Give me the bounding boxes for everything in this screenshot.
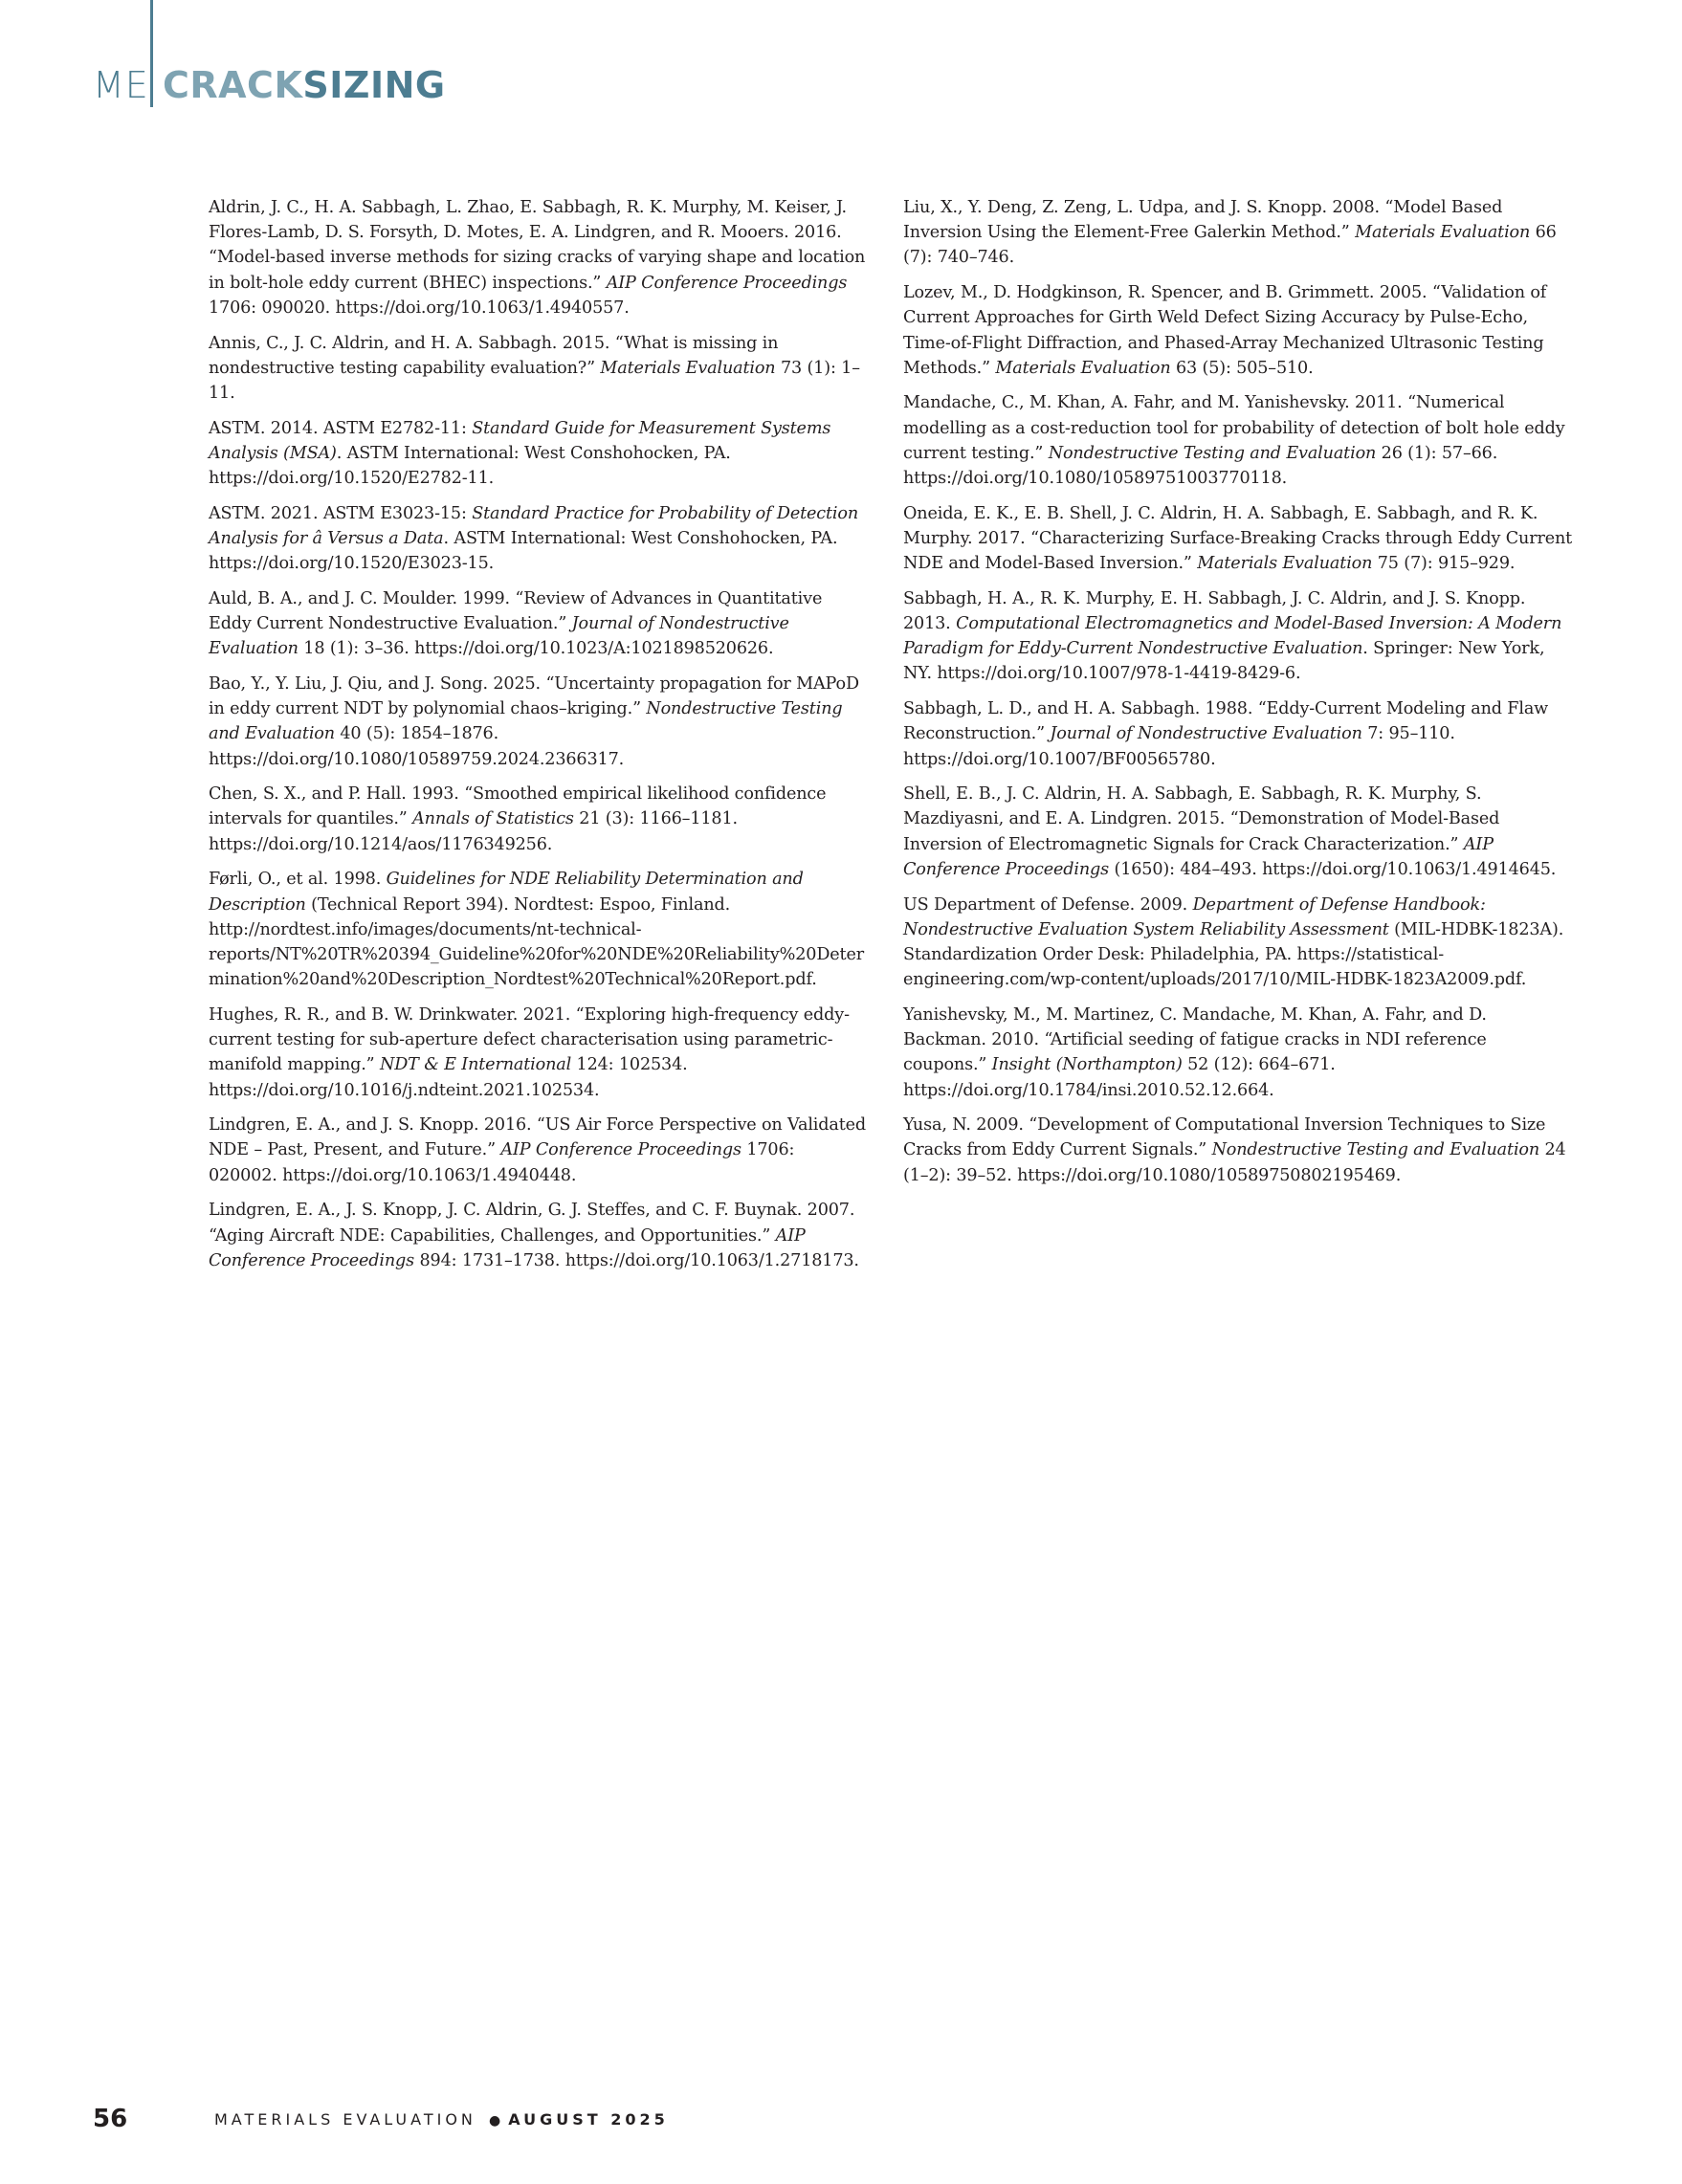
reference-entry: Yanishevsky, M., M. Martinez, C. Mandache, M. Khan, A. Fahr, and D. Backman. 2010. “Artificial seeding of fatigue cracks in NDI reference coupons.” Insight (Northampton) 52 (12): 664–671. https://doi.org/10.1784/insi.2010.52.12.664. [903,1004,1487,1100]
running-header-title [163,64,446,106]
header-section-label: ME [93,64,149,106]
reference-entry: Hughes, R. R., and B. W. Drinkwater. 2021. “Exploring high-frequency eddy-current testing for sub-aperture defect characterisation using parametric-manifold mapping.” NDT & E International 124: 102534. https://doi.org/10.1016/j.ndteint.2021.102534. [209,1004,850,1100]
reference-entry: Sabbagh, L. D., and H. A. Sabbagh. 1988. “Eddy-Current Modeling and Flaw Reconstruction.” Journal of Nondestructive Evaluation 7: 95–110. https://doi.org/10.1007/BF00565780. [903,699,1549,769]
reference-entry: US Department of Defense. 2009. Department of Defense Handbook: Nondestructive Evaluation System Reliability Assessment (MIL-HDBK-1823A). Standardization Order Desk: Philadelphia, PA. https://statistical-engineering.com/wp-content/uploads/2017/10/MIL-HDBK-1823A2009.pdf. [903,894,1564,990]
reference-entry: Mandache, C., M. Khan, A. Fahr, and M. Yanishevsky. 2011. “Numerical modelling as a cost-reduction tool for probability of detection of bolt hole eddy current testing.” Nondestructive Testing and Evaluation 26 (1): 57–66. https://doi.org/10.1080/10589751003770118. [903,393,1565,489]
reference-entry: Lindgren, E. A., J. S. Knopp, J. C. Aldrin, G. J. Steffes, and C. F. Buynak. 2007. “Aging Aircraft NDE: Capabilities, Challenges, and Opportunities.” AIP Conference Proceedings 894: 1731–1738. https://doi.org/10.1063/1.2718173. [209,1201,859,1270]
header-divider [150,0,153,107]
footer-separator-dot: ● [488,2113,505,2129]
reference-entry: Yusa, N. 2009. “Development of Computational Inversion Techniques to Size Cracks from Eddy Current Signals.” Nondestructive Testing and Evaluation 24 (1–2): 39–52. https://doi.org/10.1080/10589750802195469. [903,1115,1566,1185]
page-number: 56 [93,2105,128,2133]
reference-entry: Lindgren, E. A., and J. S. Knopp. 2016. “US Air Force Perspective on Validated NDE – Past, Present, and Future.” AIP Conference Proceedings 1706: 020002. https://doi.org/10.1063/1.4940448. [209,1115,867,1185]
references-column-left [209,195,867,1283]
issue-date: AUGUST 2025 [508,2110,669,2129]
reference-entry: Annis, C., J. C. Aldrin, and H. A. Sabbagh. 2015. “What is missing in nondestructive testing capability evaluation?” Materials Evaluation 73 (1): 1–11. [209,333,860,403]
reference-entry: Lozev, M., D. Hodgkinson, R. Spencer, and B. Grimmett. 2005. “Validation of Current Approaches for Girth Weld Defect Sizing Accuracy by Pulse-Echo, Time-of-Flight Diffraction, and Phased-Array Mechanized Ultrasonic Testing Methods.” Materials Evaluation 63 (5): 505–510. [903,283,1547,378]
reference-entry: Chen, S. X., and P. Hall. 1993. “Smoothed empirical likelihood confidence intervals for quantiles.” Annals of Statistics 21 (3): 1166–1181. https://doi.org/10.1214/aos/1176349256. [209,784,827,854]
reference-entry: Bao, Y., Y. Liu, J. Qiu, and J. Song. 2025. “Uncertainty propagation for MAPoD in eddy current NDT by polynomial chaos–kriging.” Nondestructive Testing and Evaluation 40 (5): 1854–1876. https://doi.org/10.1080/10589759.2024.2366317. [209,673,859,769]
reference-entry: Oneida, E. K., E. B. Shell, J. C. Aldrin, H. A. Sabbagh, E. Sabbagh, and R. K. Murphy. 2017. “Characterizing Surface-Breaking Cracks through Eddy Current NDE and Model-Based Inversion.” Materials Evaluation 75 (7): 915–929. [903,503,1573,574]
reference-entry: Aldrin, J. C., H. A. Sabbagh, L. Zhao, E. Sabbagh, R. K. Murphy, M. Keiser, J. Flores-Lamb, D. S. Forsyth, D. Motes, E. A. Lindgren, and R. Mooers. 2016. “Model-based inverse methods for sizing cracks of varying shape and location in bolt-hole eddy current (BHEC) inspections.” AIP Conference Proceedings 1706: 090020. https://doi.org/10.1063/1.4940557. [209,198,866,318]
publication-name: MATERIALS EVALUATION [214,2110,476,2129]
header-title-part2: SIZING [302,64,446,106]
reference-entry: ASTM. 2021. ASTM E3023-15: Standard Practice for Probability of Detection Analysis for â Versus a Data. ASTM International: West Conshohocken, PA. https://doi.org/10.1520/E3023-15. [209,503,859,574]
references-column-right [903,195,1573,1198]
reference-entry: Shell, E. B., J. C. Aldrin, H. A. Sabbagh, E. Sabbagh, R. K. Murphy, S. Mazdiyasni, and E. A. Lindgren. 2015. “Demonstration of Model-Based Inversion of Electromagnetic Signals for Crack Characterization.” AIP Conference Proceedings (1650): 484–493. https://doi.org/10.1063/1.4914645. [903,784,1557,879]
reference-entry: Liu, X., Y. Deng, Z. Zeng, L. Udpa, and J. S. Knopp. 2008. “Model Based Inversion Using the Element-Free Galerkin Method.” Materials Evaluation 66 (7): 740–746. [903,198,1557,268]
header-title-part1: CRACK [163,64,303,106]
running-footer [214,2112,669,2128]
reference-entry: Sabbagh, H. A., R. K. Murphy, E. H. Sabbagh, J. C. Aldrin, and J. S. Knopp. 2013. Computational Electromagnetics and Model-Based Inversion: A Modern Paradigm for Eddy-Current Nondestructive Evaluation. Springer: New York, NY. https://doi.org/10.1007/978-1-4419-8429-6. [903,588,1562,684]
reference-entry: ASTM. 2014. ASTM E2782-11: Standard Guide for Measurement Systems Analysis (MSA). ASTM International: West Conshohocken, PA. https://doi.org/10.1520/E2782-11. [209,418,831,489]
reference-entry: Førli, O., et al. 1998. Guidelines for NDE Reliability Determination and Description (Technical Report 394). Nordtest: Espoo, Finland. http://nordtest.info/images/documents/nt-technical-reports/NT%20TR%20394_Guideline%20for%20NDE%20Reliability%20Determination%20and%20Description_Nordtest%20Technical%20Report.pdf. [209,870,864,990]
reference-entry: Auld, B. A., and J. C. Moulder. 1999. “Review of Advances in Quantitative Eddy Current Nondestructive Evaluation.” Journal of Nondestructive Evaluation 18 (1): 3–36. https://doi.org/10.1023/A:1021898520626. [209,588,823,659]
